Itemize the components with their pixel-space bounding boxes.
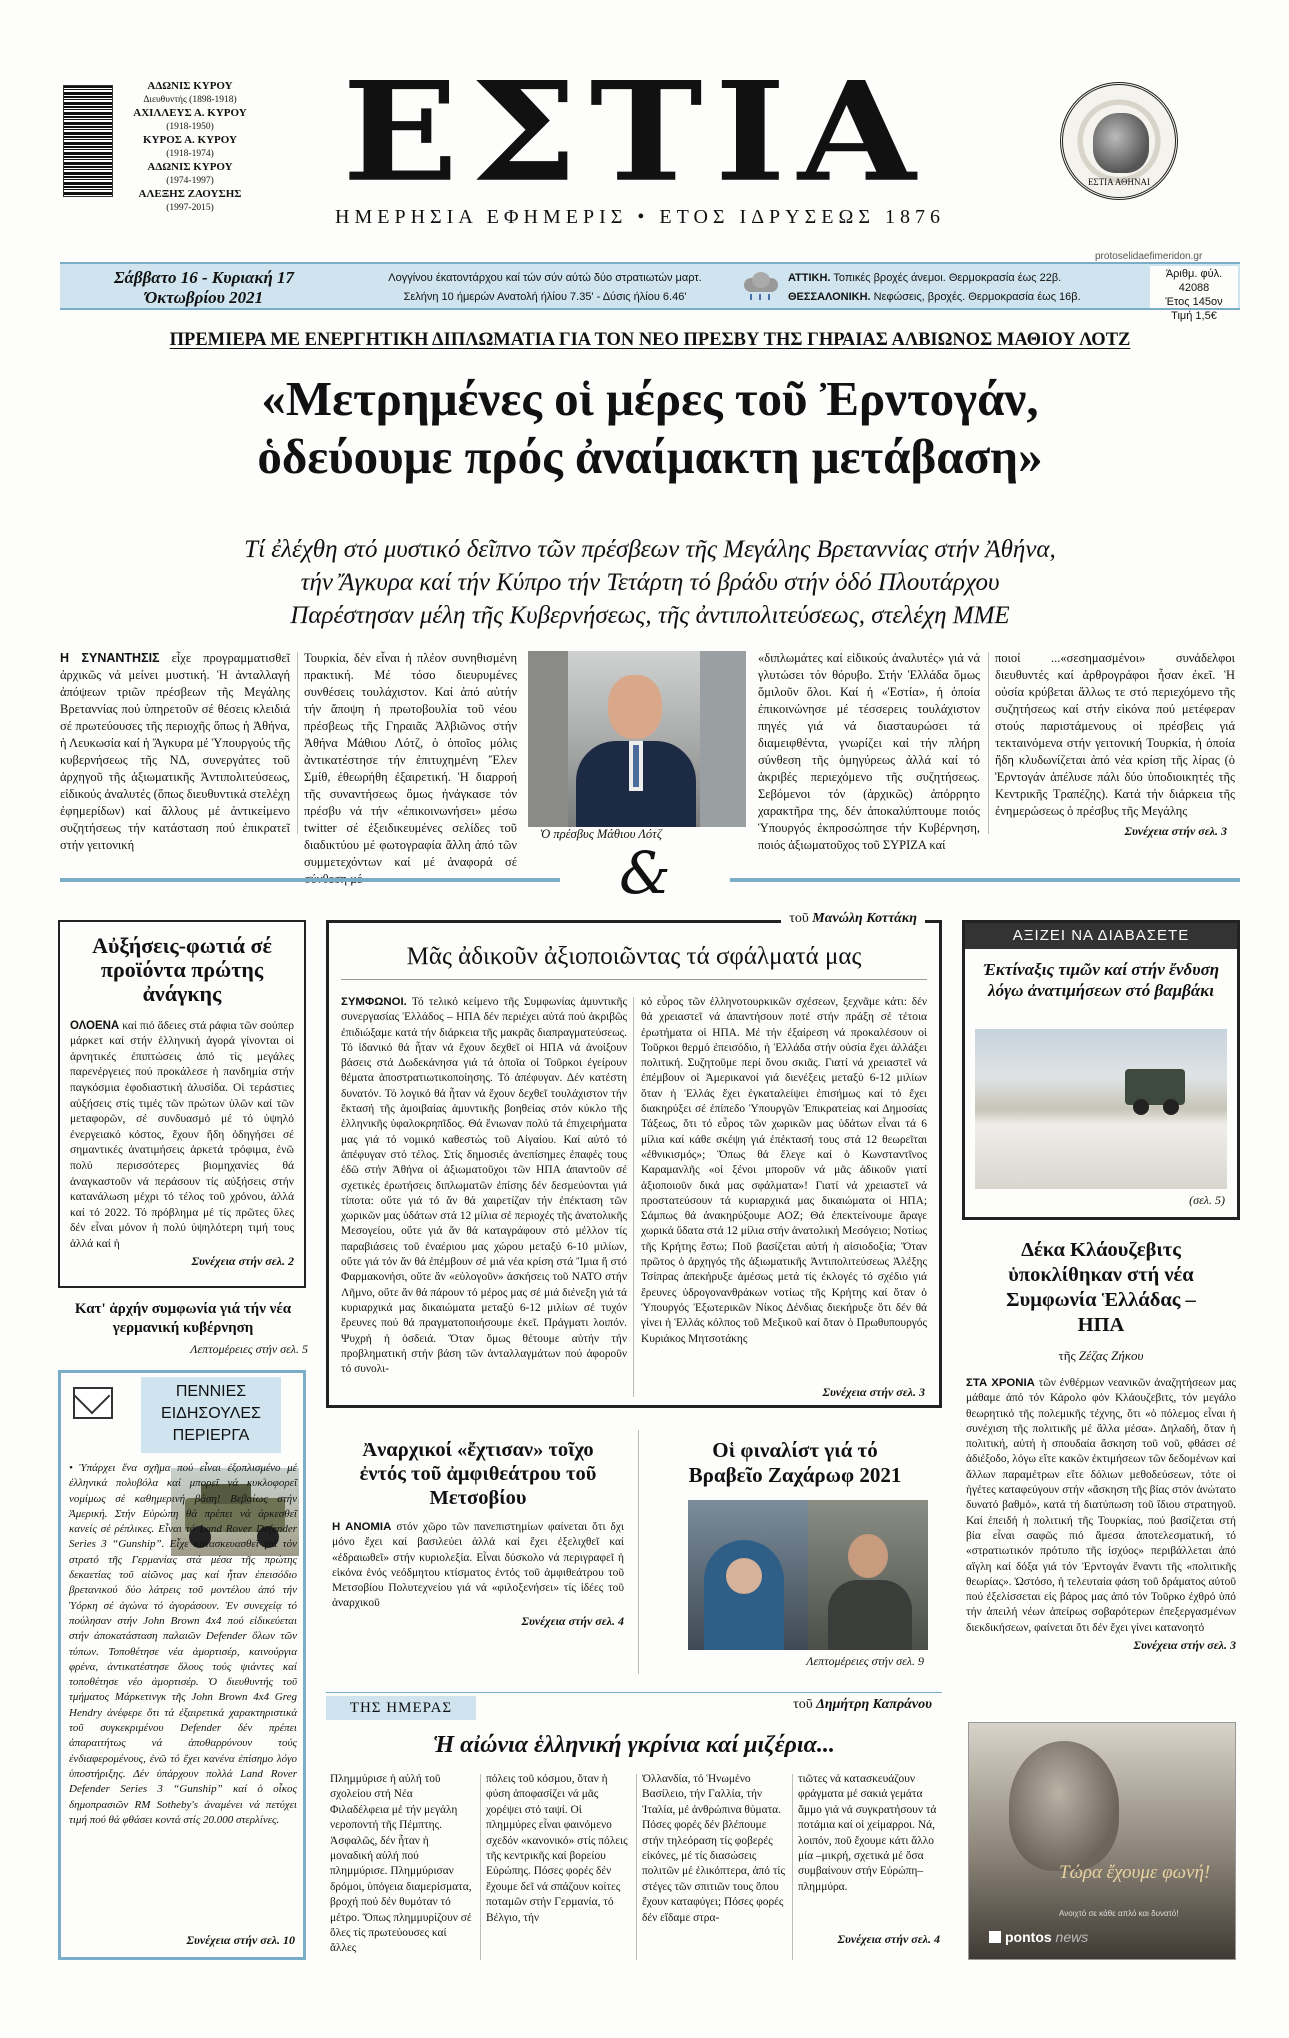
photo-caption: Ὁ πρέσβυς Μάθιου Λότζ [540, 827, 662, 841]
ad-headline: Τώρα ἔχουμε φωνή! [1059, 1862, 1211, 1883]
right-box-cotton [962, 920, 1240, 1220]
center-col-b: κό εὖρος τῶν ἑλληνοτουρκικῶν σχέσεων, ξεχνᾶμε κάτι: δέν θά χρειαστεῖ νά ἀπαντήσουν ποτέ στήν πράξη σέ τέτοια ἐρωτήματα οἱ ΗΠΑ. Μέ τήν ἐξαίρεση νά προκαλέσουν οἱ Τοῦρκοι θερμό ἐπεισόδιο, ἡ Ἑλλάδα στήν οὐσία ἔχει ἀλλάξει πολιτική. Συζητοῦμε περί ὄνου σκιᾶς. Γιατί νά χρειαστεῖ νά ἐπέμβουν οἱ Ἀμερικανοί γιά διενέξεις μεταξύ 6-12 μιλίων ὅταν ἡ Ἑλλάς ἔχει ἐγκαταλείψει ἐπισήμως καί τό ἔχει διακηρύξει σέ ἐπίπεδο Ὑπουργῶν Ἐπικρατείας καί Δημοσίας Τάξεως, ὅτι τό εὖρος τῶν χωρικῶν μας ὑδάτων εἶναι τά 6 μίλια καί κάθε σκέψη γιά ἐπέκτασή τους στά 12 θεωρεῖται «ἐθνικισμός»; Ὅπως θά ἔλεγε καί ὁ Κωνσταντῖνος Καραμανλῆς «οἱ ξένοι μποροῦν νά μᾶς ἀδικοῦν γιατί ἀξιοποιοῦν δικά μας σφάλματα»! Γιατί νά χρειαστεῖ νά προστατεύσουν τά κυριαρχικά μας δικαιώματα οἱ ΗΠΑ; Σάμπως θά ἀνακηρύξουμε ΑΟΖ; Θά ἐπεκτείνουμε ἄραγε χωρικά ὕδατα στά 12 μίλια στήν ἀνατολική Μεσόγειο; Νοτίως τῆς Κρήτης ἔστω; Ποῦ βασίζεται αὐτή ἡ αἰσιοδοξία; Ὅταν πρῶτος ὁ ἀρχηγός τῆς ἀξιωματικῆς Ἀντιπολιτεύσεως Ἀλέξης Τσίπρας ἀπεκήρυξε ἀμέσως μετά τίς ἐκλογές τό σχέδιο γιά ἔρευνες ὑδρογονανθράκων νοτίως τῆς Κρήτης καί ὅταν ὁ Ὑπουργός Ἐξωτερικῶν Νίκος Δένδιας διεκήρυξε ὅτι δέν θά γίνει ἡ Ἑλλάς κόλπος τοῦ Μεξικοῦ καί ὅταν ὁ Πρωθυπουργός Κυριάκος Μητσοτάκης [641, 996, 927, 1345]
center-title: Μᾶς ἀδικοῦν ἀξιοποιῶντας τά σφάλματά μας [341, 943, 927, 980]
left-box-trivia-title: ΠΕΝΝΙΕΣ ΕΙΔΗΣΟΥΛΕΣ ΠΕΡΙΕΡΓΑ [141, 1377, 281, 1453]
sakharov-article [648, 1420, 942, 1680]
info-bar [60, 262, 1240, 322]
barcode [63, 85, 113, 197]
lead-col-4: ποιοί ...«σεσημασμένοι» συνάδελφοι διευθυντές καί ἀρθρογράφοι ἦσαν ἐκεῖ. Ἡ οὐσία κρύβεται ἄλλως τε στό περιεχόμενο τῆς συζητήσεως καί στήν εἰκόνα πού μετέφεραν στούς παριστάμενους οἱ πρέσβεις γιά τεκταινόμενα στήν γειτονική Τουρκία, ἡ ὁποία ἤδη κλυδωνίζεται ἀπό νέα κρίση τῆς λίρας (ὁ Ἐρντογάν ἀπέλυσε πάλι δύο ὑποδιοικητές τῆς Κεντρικῆς Τραπέζης). Κατά τήν διάρκεια τῆς ἐνημερώσεως ὁ πρέσβυς τῆς Μεγάλης [995, 651, 1235, 818]
lead-deck: Τί ἐλέχθη στό μυστικό δεῖπνο τῶν πρέσβεων τῆς Μεγάλης Βρεταννίας στήν Ἀθήνα, τήν Ἄγκυρα καί τήν Κύπρο τήν Τετάρτη τό βράδυ στήν ὁδό Πλουτάρχου Παρέστησαν μέλη τῆς Κυβερνήσεως, τῆς ἀντιπολιτεύσεως, στελέχη ΜΜΕ [244, 536, 1056, 629]
day-col-1: Πλημμύρισε ἡ αὐλή τοῦ σχολείου στή Νέα Φιλαδέλφεια μέ τήν μεγάλη νεροποντή τῆς Πέμπτης. Ἀσφαλῶς, δέν ἦταν ἡ μοναδική αὐλή πού πλημμύρισε. Πλημμύρισαν δρόμοι, ὑπόγεια διαμερίσματα, βροχή πού δέν θυμόταν τό μέτρο. Ὅπως πλημμυρίζουν σέ ὅλες τίς πρωτεύουσες καί ἄλλες [330, 1773, 472, 1955]
day-col-3: Ὀλλανδία, τό Ἡνωμένο Βασίλειο, τήν Γαλλία, τήν Ἰταλία, μέ ἀνθρώπινα θύματα. Πόσες φορές δέν βλέπουμε στήν τηλεόραση τίς φοβερές εἰκόνες, μέ τίς διασώσεις πολιτῶν μέ ἑλικόπτερα, ἀπό τίς στέγες τῶν σπιτιῶν τους ὅπου ἔχουν καταφύγει; Πόσες φορές δέν εἴδαμε στρα- [642, 1773, 785, 1924]
sakharov-photo [688, 1500, 928, 1650]
weather-forecast: ΑΤΤΙΚΗ. Τοπικές βροχές άνεμοι. Θερμοκρασία έως 22β. ΘΕΣΣΑΛΟΝΙΚΗ. Νεφώσεις, βροχές. Θερμοκρασία έως 16β. [788, 272, 1081, 303]
envelope-icon [73, 1387, 113, 1419]
day-byline: τοῦ Δημήτρη Καπράνου [793, 1697, 932, 1712]
left-brief-continued: Λεπτομέρειες στήν σελ. 5 [190, 1342, 308, 1356]
left-box-prices-continued: Συνέχεια στήν σελ. 2 [191, 1254, 294, 1269]
ad-brand: pontos news [989, 1929, 1088, 1945]
day-col-4: τιῶτες νά κατασκευάζουν φράγματα μέ σακιά γεμάτα ἄμμο γιά νά συγκρατήσουν τά ποτάμια καί οἱ χείμαρροι. Νά, λοιπόν, ποῦ ἔχουμε κάτι ἄλλο μία –μικρή, σχετικά μέ ὅσα συμβαίνουν στήν Εὐρώπη– πλημμύρα. [798, 1773, 937, 1893]
lead-col-2: Τουρκία, δέν εἶναι ἡ πλέον συνηθισμένη πρακτική. Μέ τόσο διευρυμένες συνθέσεις τουλάχιστον. Καί ἀπό αὐτήν τήν ἄποψη ἡ πρωτοβουλία τοῦ νέου πρέσβεως τῆς Γηραιᾶς Ἀλβιῶνος στήν Ἀθήνα Μάθιου Λότζ, ὁ ὁποῖος μόλις ἀντικατέστησε τήν ἐπιτυχημένη Ἔλεν Σμίθ, ἐθεωρήθη ἐξαιρετική. Ἡ διαρροή τῆς συναντήσεως ὅμως ἠνάγκασε τόν πρέσβυ νά τήν «ἐπικοινωνήσει» μέσω twitter σέ ἐξειδικευμένες σελίδες τοῦ διαδικτύου μέ φωτογραφία ἄλλη ἀπό τῶν συμμετεχόντων καί μέ ἀναφορά σέ [304, 651, 517, 869]
ampersand-ornament: & [619, 839, 671, 907]
divider-left [60, 878, 560, 882]
anarchists-article: Ἀναρχικοί «ἔχτισαν» τοῖχο ἐντός τοῦ ἀμφιθεάτρου τοῦ Μετσοβίου Η ΑΝΟΜΙΑ στόν χῶρο τῶν πανεπιστημίων φαίνεται ὅτι δχι μόνο ἔχει καί βασιλεύει ἀλλά καί ἔχει ἐξελιχθεῖ καί «ἐδραιωθεῖ» στήν κυριολεξία. Εἶναι δύσκολο νά περιγραφεῖ ἡ εἰκόνα ἑνός νεόδμητου κτίσματος ἐντός τοῦ ἀμφιθεάτρου τοῦ Μετσοβίου Πολυτεχνείου γιά νά «φιλοξενήσει» τίς ἰδέες τοῦ ἀναρχικοῦ Συνέχεια στήν σελ. 4 [326, 1420, 630, 1680]
pontos-ad [968, 1722, 1236, 1960]
cotton-field-photo [975, 1029, 1227, 1189]
day-continued: Συνέχεια στήν σελ. 4 [837, 1932, 940, 1946]
lead-kicker: ΠΡΕΜΙΕΡΑ ΜΕ ΕΝΕΡΓΗΤΙΚΗ ΔΙΠΛΩΜΑΤΙΑ ΓΙΑ ΤΟΝ ΝΕΟ ΠΡΕΣΒΥ ΤΗΣ ΓΗΡΑΙΑΣ ΑΛΒΙΩΝΟΣ ΜΑΘΙΟΥ ΛΟΤΖ [169, 330, 1131, 350]
lead-headline: «Μετρημένες οἱ μέρες τοῦ Ἐρντογάν, ὁδεύουμε πρός ἀναίμακτη μετάβαση» [257, 371, 1043, 484]
square-logo-icon [989, 1931, 1001, 1943]
right-box-continued: (σελ. 5) [1189, 1193, 1225, 1207]
anarchists-title: Ἀναρχικοί «ἔχτισαν» τοῖχο ἐντός τοῦ ἀμφιθεάτρου τοῦ Μετσοβίου [359, 1439, 597, 1509]
newspaper-subtitle: ΗΜΕΡΗΣΙΑ ΕΦΗΜΕΡΙΣ • ΕΤΟΣ ΙΔΡΥΣΕΩΣ 1876 [335, 206, 945, 228]
left-box-prices-title: Αὐξήσεις-φωτιά σέ προϊόντα πρώτης ἀνάγκης [92, 933, 272, 1007]
ad-subline: Ανοιχτό σε κάθε απλό και δυνατό! [1059, 1909, 1179, 1918]
right-box-header: ΑΞΙΖΕΙ ΝΑ ΔΙΑΒΑΣΕΤΕ [965, 923, 1237, 949]
left-box-prices: Αὐξήσεις-φωτιά σέ προϊόντα πρώτης ἀνάγκης ΟΛΟΕΝΑ καί πιό ἄδειες στά ράφια τῶν σούπερ μάρκετ καί στήν ἑλληνική ἀγορά γίνονται οἱ ἀρνητικές ἐπιπτώσεις ἀπό τίς μεγάλες παρενέργειες πού προκάλεσε ἡ πανδημία στήν παγκόσμια ἐφοδιαστική ἁλυσίδα. Οἱ τεράστιες αὐξήσεις στίς τιμές τῶν πρώτων ὑλῶν καί τῶν μεταφορῶν, σέ συνδυασμό μέ τό ὑψηλό ἐνεργειακό κόστος, ἔχουν ἤδη ὁδηγήσει σέ σημαντικές ἀνατιμήσεις ἀρκετά τρόφιμα, ἐνῶ πολύ περισσότερες βιομηχανίες θά ἀναγκαστοῦν νά περάσουν τίς αὐξήσεις στήν κατανάλωση μέχρι τό τέλος τοῦ χρόνου, ἀλλά καί τό 2022. Τό πρόβλημα μέ τίς πρῶτες ὕλες δέν εἶναι μόνον ἡ πολύ ὑψηλότερη τιμή τους ἀλλά καί ἡ Συνέχεια στήν σελ. 2 [58, 920, 306, 1288]
day-section-label: ΤΗΣ ΗΜΕΡΑΣ [326, 1696, 476, 1720]
clausewitz-byline: τῆς Ζέζας Ζήκου [1058, 1348, 1144, 1363]
day-col-2: πόλεις τοῦ κόσμου, ὅταν ἡ φύση ἀποφασίζει νά μᾶς χορέψει στό ταψί. Οἱ πλημμύρες εἶναι φαινόμενο σχεδόν «κανονικό» στίς πόλεις τῆς κεντρικῆς καί βορείου Εὐρώπης. Πόσες φορές δέν ἔχουμε δεῖ νά σπάζουν κοίτες ποταμῶν στήν Γερμανία, τό Βέλγιο, τήν [486, 1773, 628, 1924]
left-box-trivia-continued: Συνέχεια στήν σελ. 10 [186, 1933, 295, 1947]
center-continued: Συνέχεια στήν σελ. 3 [822, 1385, 925, 1399]
clausewitz-article: Δέκα Κλάουζεβιτς ὑποκλίθηκαν στή νέα Συμφωνία Ἑλλάδας – ΗΠΑ τῆς Ζέζας Ζήκου ΣΤΑ ΧΡΟΝΙΑ τῶν ἐνθέρμων νεανικῶν ἀναζητήσεων μας μάθαμε ἀπό τόν Κάρολο φόν Κλάουζεβιτς, τόν μεγάλο θεωρητικό τῆς πολεμικῆς τέχνης, ὅτι «ὁ πόλεμος εἶναι ἡ συνέχιση τῆς πολιτικῆς μέ ἄλλα μέσα». Δηλαδή, ὅταν ἡ πολιτική, αὐτή ἡ σπουδαία ἄσκηση τοῦ νοῦ, φθάσει σέ ἀδιέξοδο, λόγω εἴτε κακῶν ἐκτιμήσεων τῶν δεδομένων καί ἄλλων παραμέτρων εἴτε δόλιων μεθοδεύσεων, τότε οἱ ἡγέτες καταφεύγουν στήν «ἄσκηση τῆς βίας στόν ἀνώτατο δυνατό βαθμό», κατά τή διατύπωση τοῦ ἴδιου στρατηγοῦ. Καί ἐπειδή ἡ πολιτική τῆς Τουρκίας, πού βασίζεται στή βία εἶναι σαφῶς πιό ἄμεσα ἀποτελεσματική, τό «στρατιωτικόν πρότυπο τῆς ἰσχύος» περιβάλλεται ἀπό αἴγλη καί δόξα γιά τόν Ἐρντογάν ἔναντι τῆς «πολιτικῆς θεωρίας». Ὡστόσο, ἡ τελευταία φάση τοῦ δράματος αὐτοῦ πού ἐξελίσσεται εἰς βάρος μας ἀπό τόν Τοῦρκο ἐχθρό ὑπό τήν ἀπειλή νέων ἀπείρως σοβαρότερων ἐπεξεργασμένων διεκδικήσεων, φαίνεται ὅτι δέν ἔχει γίνει κατανοητό Συνέχεια στήν σελ. 3 [962, 1226, 1240, 1696]
lead-continued: Συνέχεια στήν σελ. 3 [1124, 824, 1227, 838]
sakharov-title: Οἱ φιναλίστ γιά τό Βραβεῖο Ζαχάρωφ 2021 [688, 1438, 902, 1487]
issue-info: Άριθμ. φύλ. 42088 Έτος 145ον Τιμή 1,5€ [1150, 266, 1238, 308]
seal-logo: ΕΣΤΙΑ ΑΘΗΝΑΙ [1060, 82, 1178, 200]
day-title: Ἡ αἰώνια ἑλληνική γκρίνια καί μιζέρια... [433, 1732, 835, 1758]
left-box-trivia: ΠΕΝΝΙΕΣ ΕΙΔΗΣΟΥΛΕΣ ΠΕΡΙΕΡΓΑ • Ὑπάρχει ἕνα σχῆμα πού εἶναι ἐξοπλισμένο μέ ἐλληνικά πολυβόλα καί μπορεῖ νά κυκλοφορεῖ νομίμως σέ καθημερινή βάση! Βεβαίως στήν Ἀμερική. Στήν Εὐρώπη θά πρέπει νά ἀρκεσθεῖ κανείς σέ ρέπλικες. Εἶναι τό Land Rover Defender Series 3 “Gunship”. Εἶχε κατασκευασθεῖ γιά τόν στρατό τῆς Γερμανίας στά μέσα τῆς πρώτης δεκαετίας τοῦ αἰῶνος μας καί ἦταν ἐπεισόδιο βρετανικού δύο λάτρεις τοῦ μοντέλου ἀπό τήν Ὑόρκη σέ ἀγώνα τό ἀγοράσουν. Ἐν συνεχείᾳ τό πούλησαν στήν John Brown 4x4 πού εἰδικεύεται στήν ἀποκατάσταση παλαιῶν Defender ὅλων τῶν τύπων. Τοποθέτησε νέα ἀμορτισέρ, καινούργια φρένα, ἀντικατέστησε ὅλους τούς ψιάντες καί τοποθέτησε νέο ἀμορτισέρ. Ὁ διευθυντής τοῦ τμήματος Μάρκετινγκ τῆς John Brown 4x4 Greg Hendry ἀνέφερε ὅτι τά ἐξαιρετικά χαρακτηριστικά τοῦ συγκεκριμένου Defender δέν πρέπει ἀπαραιτήτως νά ἀποθαρρύνουν τούς ἐνδιαφερομένους, ἐνῶ τό ἔχει κανένα ἐπίσημο λόγο ὑποστήριξης. Δέν ὑπάρχουν πολλά Land Rover Defender Series 3 “Gunship” καί ὁ οἶκος δημοπρασιῶν RM Sotheby's ἀναμένει νά πετύχει τιμή πού θά φθάσει κοντά στίς 20.000 στερλίνες. Συνέχεια στήν σελ. 10 [58, 1370, 306, 1960]
right-box-title: Ἐκτίναξις τιμῶν καί στήν ἔνδυση λόγω ἀνατιμήσεων στό βαμβάκι [982, 960, 1220, 1000]
ambassador-photo [528, 651, 746, 827]
left-brief [58, 1300, 308, 1357]
divider-right [730, 878, 1240, 882]
center-col-a: ΣΥΜΦΩΝΟΙ. Τό τελικό κείμενο τῆς Συμφωνίας ἀμυντικῆς συνεργασίας Ἑλλάδος – ΗΠΑ δέν περιέχει αὐτά πού ἀκριβῶς ἐπιδιώξαμε κατά τήν διάρκεια τῆς μακρᾶς διαπραγματεύσεως. Τό ἰδανικό θά ἦταν νά ἔχουν δεχθεῖ οἱ ΗΠΑ νά ἀνοίξουν βάσεις στά Δωδεκάνησα γιά τά ὁποῖα οἱ Τοῦρκοι ἐγείρουν θέματα ἀποστρατιωτικοποίησης. Τό ἀπέφυγαν. Δέν κατέστη δυνατόν. Τό λογικό θά ἦταν νά ἔχουν δεχθεῖ τουλάχιστον τήν ἔκτασή τῆς ἀμοιβαίας ἀμυντικῆς βοηθείας στόν κύκλο τῆς ἑλληνικῆς ὑφαλοκρηπῖδος. Θά ἔνιωναν πολύ τά ἐπιχειρήματα μας γιά τό νομικό καθεστώς τοῦ Αἰγαίου. Καί αὐτό τό ἀπέφυγαν στό τέλος. Στίς δημοσιές ἀνεπίσημες ἐπαφές τους ἐδῶ στήν Ἀθήνα οἱ ἀξιωματοῦχοι τῶν ΗΠΑ ἀπαντοῦν σέ σχετικές ἐρωτήσεις διπλωματῶν ἐπίσης δέν δεσμεύονται γιά τίποτα: οὔτε γιά τό ἄν θά χαιρετίζαν τήν ἐπέκταση τῶν χωρικῶν μας ὑδάτων στά 12 μίλια σέ περιοχές τῆς ἀνατολικῆς Μεσογείου, οὔτε γιά ἄν θά καταγράφουν στό μέλλον τίς παραβιάσεις τοῦ ἐναέριου μας χώρου μεταξύ 6-10 μιλίων, οὔτε γιά τόν ἄν θά ἐπέμβουν σέ μιά νέα κρίση στά Ἴμια ἤ στό Φαρμακονήσι, οὔτε ἄν «εὐλογοῦν» ἀσκήσεις τοῦ ΝΑΤΟ στήν Λῆμνο, οὔτε ἄν θά πάρουν τό μέρος μας σέ μιά διένεξη γιά τά κυριαρχικά μας δικαιώματα μεταξύ 6-12 μιλίων σέ τυχόν ἔρευνες πού θά πραγματοποιήσουμε ἐκεῖ. Πράγματι λοιπόν. Ψυχρή ἡ ὀσδειά. Ὅταν ὅμως θέτουμε αὐτήν τήν προβληματική στήν βάση τῶν ἀνταλλαγμάτων πού ἀφοροῦν τό συνολι- [341, 996, 627, 1376]
anarchists-continued: Συνέχεια στήν σελ. 4 [521, 1613, 624, 1628]
center-opinion-box [326, 911, 942, 1408]
date-line: Σάββατο 16 - Κυριακή 17 Όκτωβρίου 2021 [113, 268, 295, 307]
lead-col-3: «διπλωμάτες καί εἰδικούς ἀναλυτές» γιά νά γλυτώσει τόν θόρυβο. Στήν Ἑλλάδα ὅμως ὅμιλοῦν ὅλοι. Καί ἡ «Ἑστία», ἡ ὁποία ἐπικοινώνησε μέ τέσσερεις τουλάχιστον πηγές γιά νά διασταυρώσει τά διαμειφθέντα, γνωρίζει καί τήν πλήρη σύνθεση τῆς ὁμηγύρεως ἀλλά καί τό ἀκριβές περιεχόμενο τῆς συζητήσεως. Σεβόμενοι τόν (ἀρχικῶς) ἀπόρρητο χαρακτῆρα της, δέν ἀποκαλύπτουμε ποιός Ὑπουργός ἐκπροσώπησε τήν Κυβέρνηση, ποιός ἀξιωματοῦχος τοῦ ΣΥΡΙΖΑ καί [758, 651, 980, 852]
clausewitz-title: Δέκα Κλάουζεβιτς ὑποκλίθηκαν στή νέα Συμφωνία Ἑλλάδας – ΗΠΑ [1006, 1239, 1196, 1336]
saints-day: Λογγίνου έκατοντάρχου καί τών σύν αύτώ δύο στρατιωτών μαρτ. Σελήνη 10 ήμερών Ανατολή ήλίου 7.35' - Δύσις ήλίου 6.46' [388, 272, 702, 303]
sakharov-continued: Λεπτομέρειες στήν σελ. 9 [806, 1654, 924, 1668]
left-brief-title: Κατ' ἀρχήν συμφωνία γιά τήν νέα γερμανική κυβέρνηση [74, 1301, 292, 1336]
newspaper-title: ΕΣΤΙΑ [342, 51, 928, 213]
center-byline: τοῦ Μανώλη Κοττάκη [781, 911, 925, 927]
lead-col-1: Η ΣΥΝΑΝΤΗΣΙΣ εἶχε προγραμματισθεῖ ἀρχικῶς νά μείνει μυστική. Ἡ ἀνταλλαγή ἀπόψεων τριῶν πρέσβεων τῆς Μεγάλης Βρεταννίας πού ὑπηρετοῦν σέ θέσεις κλειδιά σέ πρωτεύουσες τῆς περιοχῆς ὅπως ἡ Ἀθήνα, ἡ Λευκωσία καί ἡ Ἄγκυρα μέ Ὑπουργούς τῆς κυβερνήσεως τῆς ΝΔ, συνεργάτες τοῦ ἀρχηγοῦ τῆς ἀξιωματικῆς Ἀντιπολιτεύσεως, εἰδικούς ἀναλυτές (ὅπως διευθυντικά στελέχη ἐφημερίδων) καί ἄλλους μέ ἀντικείμενο συζητήσεως τήν κατάσταση πού ἐπικρατεῖ στήν γειτονική [60, 651, 290, 852]
founders-list: ΑΔΩΝΙΣ ΚΥΡΟΥ Διευθυντής (1898-1918) ΑΧΙΛΛΕΥΣ Α. ΚΥΡΟΥ (1918-1950) ΚΥΡΟΣ Α. ΚΥΡΟΥ (1918-1974) ΑΔΩΝΙΣ ΚΥΡΟΥ (1974-1997) ΑΛΕΞΗΣ ΖΑΟΥΣΗΣ (1997-2015) [133, 80, 247, 213]
cloud-rain-icon [740, 272, 780, 302]
clausewitz-continued: Συνέχεια στήν σελ. 3 [1133, 1638, 1236, 1653]
site-watermark: protoselidaefimeridon.gr [1095, 251, 1203, 262]
day-section-bar [326, 1692, 942, 1720]
